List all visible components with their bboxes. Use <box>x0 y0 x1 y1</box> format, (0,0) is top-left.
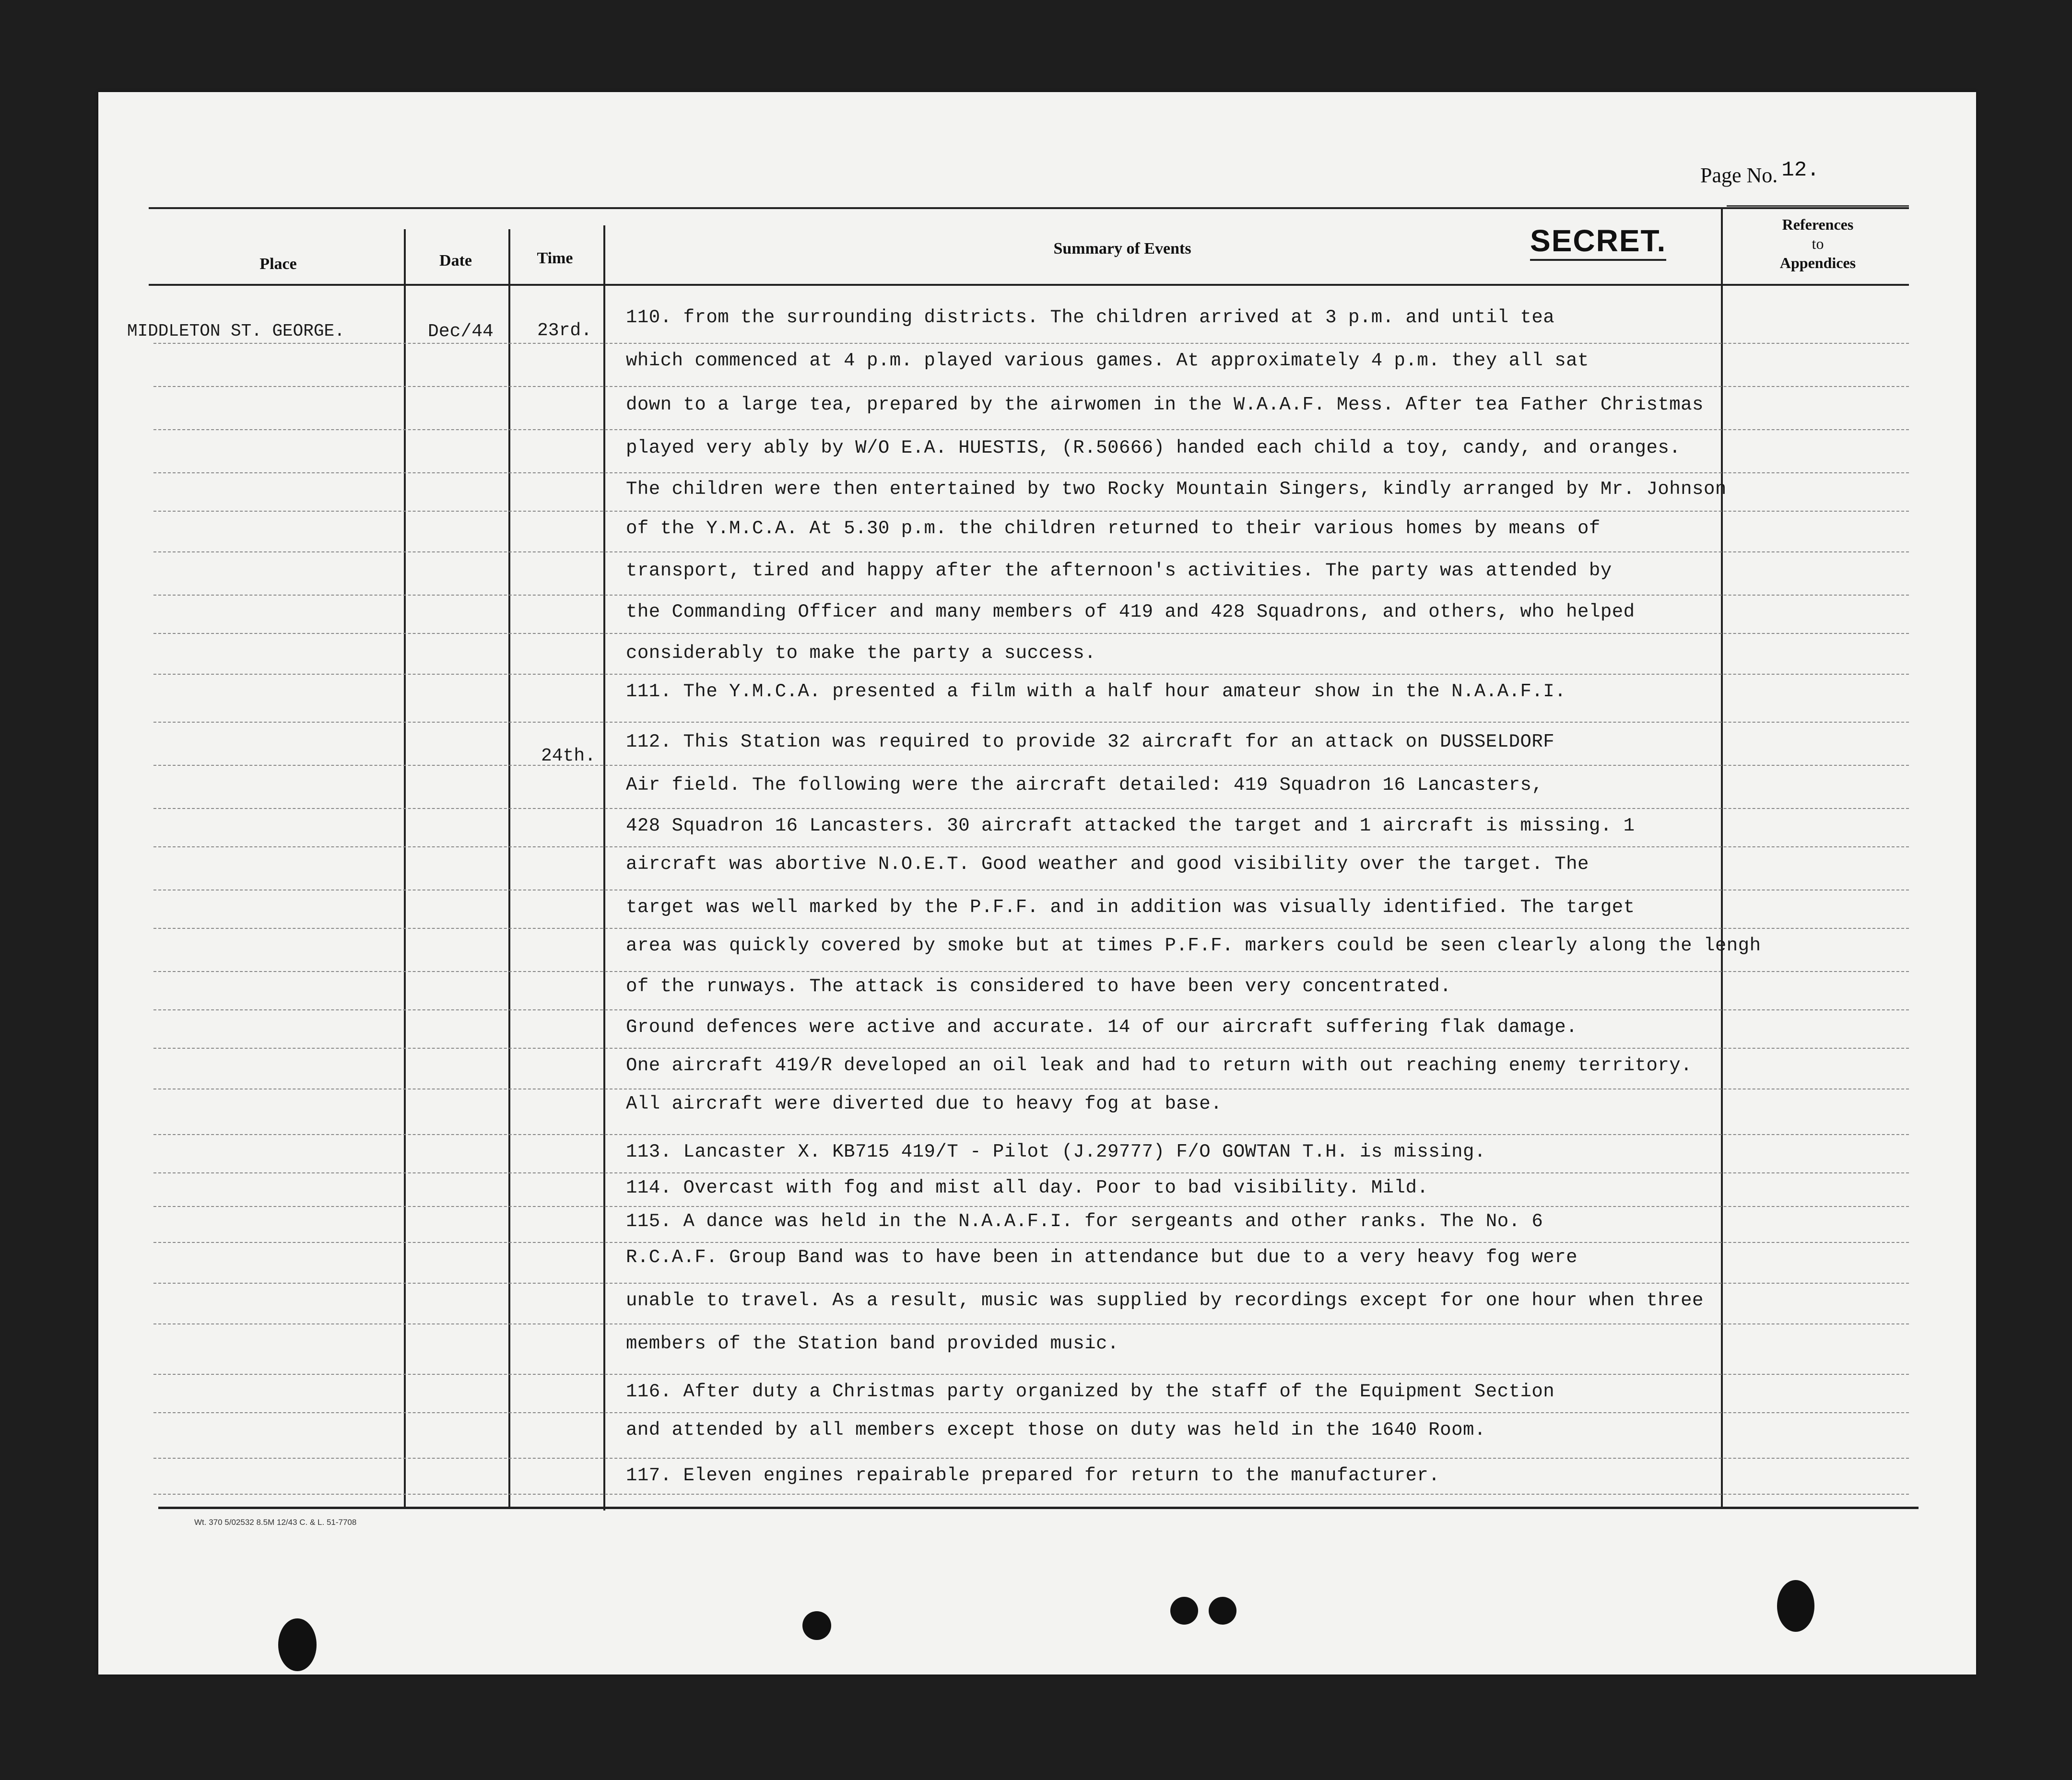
header-references-line-3: Appendices <box>1779 254 1856 271</box>
summary-line: 117. Eleven engines repairable prepared for return to the manufacturer. <box>626 1465 1440 1486</box>
summary-line: played very ably by W/O E.A. HUESTIS, (R.50666) handed each child a toy, candy, and oranges. <box>626 437 1681 458</box>
header-date: Date <box>439 252 472 269</box>
header-references-line-1: References <box>1782 216 1854 233</box>
ruled-line <box>153 551 1909 552</box>
table-top-border <box>149 207 1909 209</box>
ruled-line <box>153 511 1909 512</box>
ruled-line <box>153 674 1909 675</box>
summary-line: of the Y.M.C.A. At 5.30 p.m. the children returned to their various homes by means of <box>626 518 1601 539</box>
ruled-line <box>153 633 1909 634</box>
column-divider-place-date <box>404 229 406 1507</box>
summary-line: All aircraft were diverted due to heavy fog at base. <box>626 1093 1222 1114</box>
ruled-line <box>153 1323 1909 1324</box>
ruled-line <box>153 722 1909 723</box>
table-header-border <box>149 284 1909 286</box>
ruled-line <box>153 1206 1909 1207</box>
ruled-line <box>153 846 1909 847</box>
summary-line: transport, tired and happy after the afternoon's activities. The party was attended by <box>626 560 1612 581</box>
ruled-line <box>153 429 1909 430</box>
header-time: Time <box>537 249 573 267</box>
summary-line: 112. This Station was required to provide 32 aircraft for an attack on DUSSELDORF <box>626 731 1555 752</box>
references-top-border <box>1727 205 1909 207</box>
column-divider-time-summary <box>603 225 605 1511</box>
entry-place: MIDDLETON ST. GEORGE. <box>127 321 345 341</box>
ruled-line <box>153 971 1909 972</box>
summary-line: 115. A dance was held in the N.A.A.F.I. for sergeants and other ranks. The No. 6 <box>626 1211 1543 1232</box>
ruled-line <box>153 1458 1909 1459</box>
page-number-label: Page No. <box>1700 164 1778 187</box>
summary-line: which commenced at 4 p.m. played various games. At approximately 4 p.m. they all sat <box>626 350 1589 371</box>
summary-line: the Commanding Officer and many members of 419 and 428 Squadrons, and others, who helped <box>626 601 1635 622</box>
ruled-line <box>153 1374 1909 1375</box>
summary-line: unable to travel. As a result, music was supplied by recordings except for one hour when three <box>626 1290 1704 1311</box>
summary-line: 111. The Y.M.C.A. presented a film with a half hour amateur show in the N.A.A.F.I. <box>626 681 1566 702</box>
ruled-line <box>153 343 1909 344</box>
summary-line: 428 Squadron 16 Lancasters. 30 aircraft attacked the target and 1 aircraft is missing. 1 <box>626 815 1635 836</box>
summary-line: 116. After duty a Christmas party organized by the staff of the Equipment Section <box>626 1381 1555 1402</box>
column-divider-date-time <box>508 229 510 1507</box>
header-place: Place <box>259 255 297 273</box>
table-bottom-border <box>158 1507 1919 1509</box>
summary-line: Ground defences were active and accurate. 14 of our aircraft suffering flak damage. <box>626 1017 1578 1038</box>
entry-date: Dec/44 <box>428 321 494 342</box>
binder-hole-center-b <box>1209 1597 1236 1625</box>
summary-line: Air field. The following were the aircraft detailed: 419 Squadron 16 Lancasters, <box>626 774 1543 796</box>
ruled-line <box>153 765 1909 766</box>
ruled-line <box>153 928 1909 929</box>
ruled-line <box>153 1134 1909 1135</box>
entry-time-24th: 24th. <box>541 746 596 766</box>
summary-line: and attended by all members except those on duty was held in the 1640 Room. <box>626 1419 1486 1440</box>
summary-line: The children were then entertained by two Rocky Mountain Singers, kindly arranged by Mr. Johnson <box>626 479 1727 500</box>
summary-line: target was well marked by the P.F.F. and in addition was visually identified. The target <box>626 897 1635 918</box>
ruled-line <box>153 1048 1909 1049</box>
entry-time-23rd: 23rd. <box>537 320 592 341</box>
ruled-line <box>153 1009 1909 1010</box>
summary-line: aircraft was abortive N.O.E.T. Good weather and good visibility over the target. The <box>626 854 1589 875</box>
header-references-line-2: to <box>1812 235 1824 252</box>
summary-line: R.C.A.F. Group Band was to have been in attendance but due to a very heavy fog were <box>626 1247 1578 1268</box>
ruled-line <box>153 1283 1909 1284</box>
page-number-value: 12. <box>1781 158 1820 182</box>
summary-line: down to a large tea, prepared by the airwomen in the W.A.A.F. Mess. After tea Father Christmas <box>626 394 1704 415</box>
ruled-line <box>153 1242 1909 1243</box>
summary-line: considerably to make the party a success. <box>626 643 1096 664</box>
summary-line: of the runways. The attack is considered to have been very concentrated. <box>626 976 1452 997</box>
binder-hole-center-a <box>1170 1597 1198 1625</box>
ruled-line <box>153 595 1909 596</box>
summary-line: One aircraft 419/R developed an oil leak and had to return with out reaching enemy territory. <box>626 1055 1693 1076</box>
ruled-line <box>153 808 1909 809</box>
summary-line: 114. Overcast with fog and mist all day. Poor to bad visibility. Mild. <box>626 1177 1429 1198</box>
ruled-line <box>153 1172 1909 1173</box>
summary-line: 113. Lancaster X. KB715 419/T - Pilot (J.29777) F/O GOWTAN T.H. is missing. <box>626 1141 1486 1162</box>
ruled-line <box>153 1494 1909 1495</box>
binder-hole-center-left <box>802 1611 831 1640</box>
ruled-line <box>153 386 1909 387</box>
ruled-line <box>153 472 1909 473</box>
column-divider-summary-references <box>1721 207 1723 1507</box>
summary-line: 110. from the surrounding districts. The children arrived at 3 p.m. and until tea <box>626 307 1555 328</box>
summary-line: members of the Station band provided music. <box>626 1333 1119 1354</box>
ruled-line <box>153 1412 1909 1413</box>
header-summary-of-events: Summary of Events <box>1053 240 1191 258</box>
classification-stamp: SECRET. <box>1530 225 1666 261</box>
summary-line: area was quickly covered by smoke but at times P.F.F. markers could be seen clearly along the lengh <box>626 935 1761 956</box>
binder-hole-right <box>1777 1580 1814 1632</box>
header-references-to-appendices <box>1727 215 1909 272</box>
binder-hole-left <box>278 1618 317 1671</box>
page-number <box>1700 158 1820 189</box>
form-print-code: Wt. 370 5/02532 8.5M 12/43 C. & L. 51-7708 <box>194 1518 357 1527</box>
